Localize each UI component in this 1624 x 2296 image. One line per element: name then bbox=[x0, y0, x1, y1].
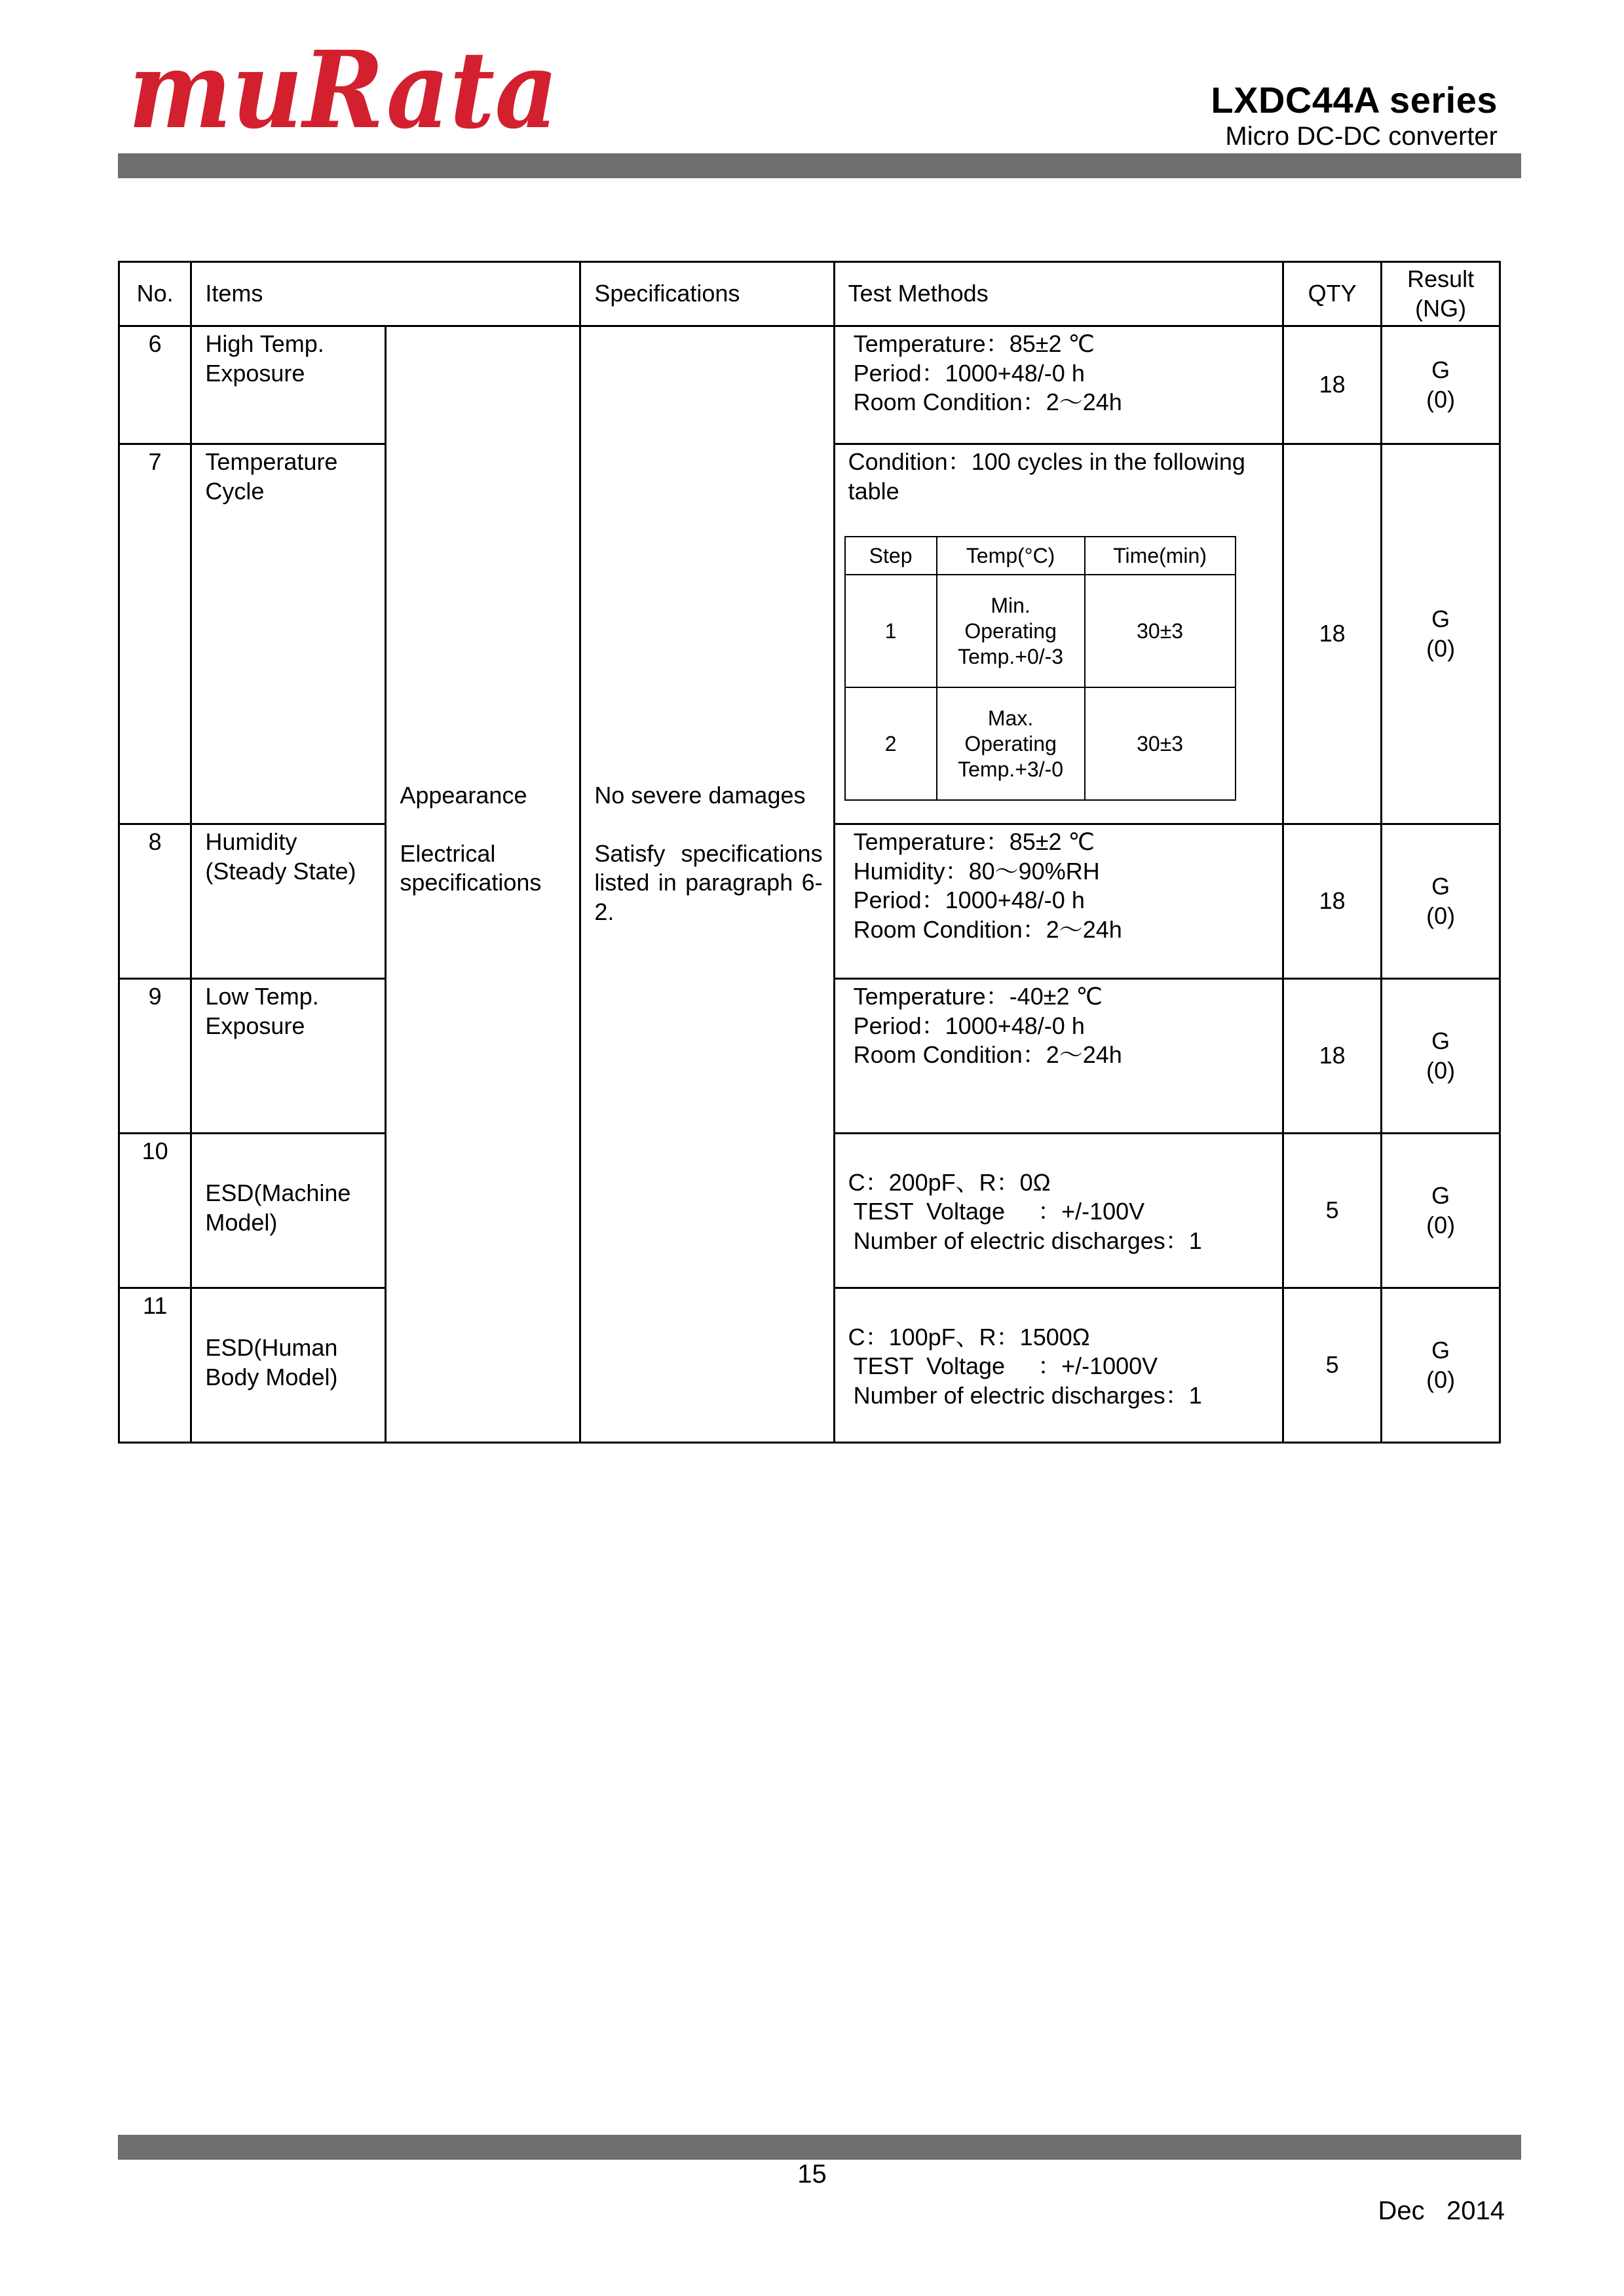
row-result bbox=[1382, 1134, 1500, 1288]
row-result-grade: G bbox=[1431, 605, 1450, 632]
header-bar bbox=[118, 153, 1521, 178]
row-item-line: Humidity bbox=[205, 828, 297, 855]
row-result bbox=[1382, 444, 1500, 824]
row-test-method bbox=[834, 1288, 1283, 1443]
method-line: Room Condition：2～24h bbox=[853, 1041, 1122, 1069]
row-result-grade: G bbox=[1431, 356, 1450, 383]
row-result-grade: G bbox=[1431, 1027, 1450, 1054]
row-item-line: (Steady State) bbox=[205, 857, 356, 885]
method-line: Temperature：85±2 ℃ bbox=[853, 828, 1095, 855]
method-line: Humidity：80～90%RH bbox=[853, 857, 1100, 885]
row-result-ng: (0) bbox=[1426, 385, 1456, 413]
method-line: C：200pF、R：0Ω bbox=[848, 1168, 1051, 1196]
row-no: 11 bbox=[119, 1288, 191, 1443]
cycle-step: 2 bbox=[845, 687, 937, 800]
row-test-method bbox=[834, 1134, 1283, 1288]
cycle-temp bbox=[937, 687, 1085, 800]
row-result-ng: (0) bbox=[1426, 1366, 1456, 1393]
row-item bbox=[191, 444, 386, 824]
cycle-temp-line: Min. bbox=[991, 593, 1030, 617]
cycle-temp-line: Temp.+0/-3 bbox=[958, 644, 1064, 668]
header-qty: QTY bbox=[1283, 262, 1381, 326]
cycle-temp-line: Operating bbox=[964, 731, 1057, 756]
method-line: Room Condition：2～24h bbox=[853, 389, 1122, 416]
cycle-step: 1 bbox=[845, 575, 937, 687]
cycle-header-row bbox=[845, 537, 1236, 575]
method-line: TEST Voltage ：+/-100V bbox=[853, 1198, 1145, 1225]
row-item-line: Temperature bbox=[205, 448, 338, 475]
cycle-temp-line: Operating bbox=[964, 619, 1057, 643]
row-test-method bbox=[834, 824, 1283, 979]
row-test-method bbox=[834, 444, 1283, 824]
criteria-electrical-line: Electrical bbox=[400, 839, 496, 867]
cycle-temp bbox=[937, 575, 1085, 687]
logo-wordmark: muRata bbox=[128, 28, 558, 148]
row-result-ng: (0) bbox=[1426, 902, 1456, 929]
cycle-time: 30±3 bbox=[1085, 687, 1236, 800]
cycle-temp-line: Temp.+3/-0 bbox=[958, 757, 1064, 781]
row-qty: 5 bbox=[1283, 1134, 1381, 1288]
row-item-line: Low Temp. bbox=[205, 983, 319, 1010]
row-test-method bbox=[834, 326, 1283, 444]
row-result-ng: (0) bbox=[1426, 634, 1456, 662]
cycle-header-time: Time(min) bbox=[1085, 537, 1236, 575]
row-result-grade: G bbox=[1431, 1336, 1450, 1364]
criteria-appearance: Appearance bbox=[400, 782, 527, 809]
row-result-grade: G bbox=[1431, 872, 1450, 900]
row-item-line: Model) bbox=[205, 1208, 278, 1236]
row-result bbox=[1382, 979, 1500, 1134]
row-item-line: High Temp. bbox=[205, 330, 324, 357]
header-specifications: Specifications bbox=[580, 262, 834, 326]
header-test-methods: Test Methods bbox=[834, 262, 1283, 326]
spec-satisfy: Satisfy specifications listed in paragraph 6-2. bbox=[594, 839, 823, 925]
row-qty: 18 bbox=[1283, 979, 1381, 1134]
row-no: 6 bbox=[119, 326, 191, 444]
page-number: 15 bbox=[797, 2160, 827, 2189]
criteria-items-cell bbox=[386, 326, 580, 1443]
revision-date: Dec 2014 bbox=[1378, 2196, 1505, 2225]
method-line: Number of electric discharges：1 bbox=[853, 1381, 1202, 1409]
row-item-line: ESD(Machine bbox=[205, 1179, 351, 1206]
method-line: Period：1000+48/-0 h bbox=[853, 887, 1085, 914]
header-result bbox=[1382, 262, 1500, 326]
row-result-ng: (0) bbox=[1426, 1211, 1456, 1238]
row-no: 7 bbox=[119, 444, 191, 824]
row-qty: 18 bbox=[1283, 326, 1381, 444]
row-item-line: Exposure bbox=[205, 1012, 305, 1039]
row-result-grade: G bbox=[1431, 1181, 1450, 1209]
cycle-temp-line: Max. bbox=[987, 706, 1034, 730]
method-line: Number of electric discharges：1 bbox=[853, 1227, 1202, 1254]
reliability-test-table bbox=[118, 261, 1501, 1444]
cycle-header-temp: Temp(°C) bbox=[937, 537, 1085, 575]
row-result bbox=[1382, 824, 1500, 979]
method-line: Period：1000+48/-0 h bbox=[853, 1012, 1085, 1039]
row-item-line: Body Model) bbox=[205, 1363, 338, 1390]
temperature-cycle-table bbox=[844, 536, 1236, 801]
series-title: LXDC44A series bbox=[1211, 79, 1498, 121]
row-result bbox=[1382, 1288, 1500, 1443]
method-line: Temperature：85±2 ℃ bbox=[853, 330, 1095, 357]
row-item bbox=[191, 1288, 386, 1443]
table-row bbox=[119, 326, 1500, 444]
cycle-time: 30±3 bbox=[1085, 575, 1236, 687]
series-subtitle: Micro DC-DC converter bbox=[1225, 122, 1498, 151]
cycle-row bbox=[845, 575, 1236, 687]
row-item-line: ESD(Human bbox=[205, 1334, 338, 1361]
row-qty: 5 bbox=[1283, 1288, 1381, 1443]
cycle-row bbox=[845, 687, 1236, 800]
criteria-electrical bbox=[400, 839, 569, 898]
header-result-line1: Result bbox=[1407, 265, 1475, 292]
row-item-line: Exposure bbox=[205, 359, 305, 387]
row-test-method bbox=[834, 979, 1283, 1134]
method-line: Temperature：-40±2 ℃ bbox=[853, 983, 1103, 1010]
row-item bbox=[191, 326, 386, 444]
footer-bar bbox=[118, 2135, 1521, 2160]
row-result bbox=[1382, 326, 1500, 444]
method-line: Period：1000+48/-0 h bbox=[853, 359, 1085, 387]
row-no: 9 bbox=[119, 979, 191, 1134]
header-items: Items bbox=[191, 262, 580, 326]
row-qty: 18 bbox=[1283, 824, 1381, 979]
header-no: No. bbox=[119, 262, 191, 326]
murata-logo bbox=[128, 24, 561, 148]
row-item bbox=[191, 1134, 386, 1288]
row-result-ng: (0) bbox=[1426, 1056, 1456, 1084]
criteria-electrical-line: specifications bbox=[400, 869, 542, 896]
row-item-line: Cycle bbox=[205, 477, 265, 505]
method-line: Room Condition：2～24h bbox=[853, 915, 1122, 943]
table-header-row bbox=[119, 262, 1500, 326]
criteria-specifications-cell bbox=[580, 326, 834, 1443]
header-result-line2: (NG) bbox=[1415, 294, 1467, 322]
row-item bbox=[191, 824, 386, 979]
row-no: 10 bbox=[119, 1134, 191, 1288]
method-condition: Condition：100 cycles in the following table bbox=[848, 448, 1245, 505]
method-line: TEST Voltage ：+/-1000V bbox=[853, 1352, 1158, 1380]
row-no: 8 bbox=[119, 824, 191, 979]
row-qty: 18 bbox=[1283, 444, 1381, 824]
method-line: C：100pF、R：1500Ω bbox=[848, 1323, 1090, 1350]
spec-no-damage: No severe damages bbox=[594, 782, 806, 809]
row-item bbox=[191, 979, 386, 1134]
cycle-header-step: Step bbox=[845, 537, 937, 575]
